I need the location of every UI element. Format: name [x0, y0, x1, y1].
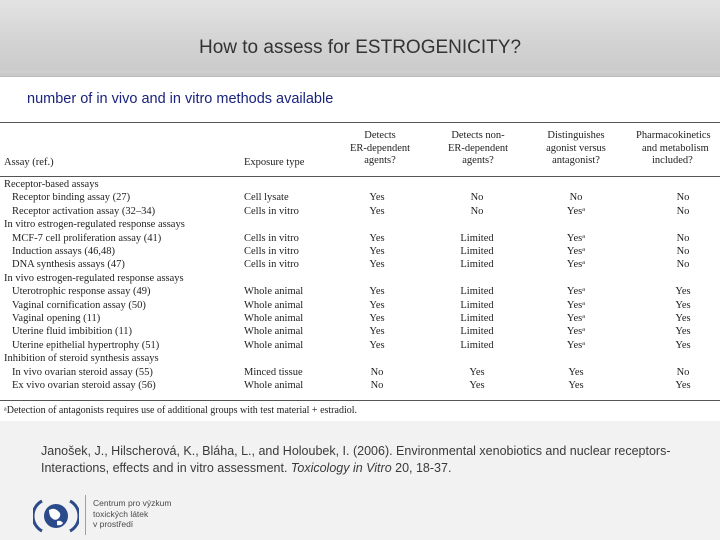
header-line: Detects non-: [451, 130, 505, 141]
logo-text: [93, 498, 171, 530]
cell-assay: Receptor activation assay (32–34): [12, 205, 156, 217]
header-line: Detects: [364, 130, 396, 141]
cell-pharmacokinetics: Yes: [675, 299, 691, 311]
cell-pharmacokinetics: Yes: [675, 380, 691, 391]
cell-detects-non-er: Limited: [460, 299, 494, 311]
cell-distinguishes: Yesᵃ: [566, 299, 586, 311]
cell-exposure: Whole animal: [244, 326, 304, 338]
cell-assay: Vaginal opening (11): [12, 313, 101, 324]
cell-assay: Ex vivo ovarian steroid assay (56): [12, 380, 156, 391]
cell-exposure: Cells in vitro: [244, 232, 299, 244]
cell-detects-er: Yes: [369, 326, 385, 338]
cell-exposure: Cells in vitro: [244, 246, 299, 257]
citation-journal: Toxicology in Vitro: [290, 461, 392, 475]
cell-pharmacokinetics: No: [676, 259, 690, 271]
cell-detects-non-er: Limited: [460, 326, 494, 338]
cell-assay: In vivo ovarian steroid assay (55): [12, 366, 153, 378]
cell-assay: DNA synthesis assays (47): [12, 259, 125, 271]
cell-pharmacokinetics: No: [676, 205, 690, 217]
cell-detects-non-er: Limited: [460, 259, 494, 271]
header-assay: Assay (ref.): [4, 157, 54, 168]
cell-distinguishes: Yes: [568, 380, 584, 391]
cell-pharmacokinetics: Yes: [675, 339, 691, 351]
cell-assay: Vaginal cornification assay (50): [12, 299, 146, 311]
header-line: Pharmacokinetics: [636, 130, 711, 141]
cell-detects-er: No: [370, 366, 384, 378]
cell-detects-non-er: No: [470, 205, 484, 217]
slide-subtitle: number of in vivo and in vitro methods available: [27, 91, 334, 107]
header-line: ER-dependent: [349, 142, 411, 154]
header-distinguishes: [526, 130, 626, 168]
cell-distinguishes: Yesᵃ: [566, 205, 586, 217]
cell-assay: Uterine epithelial hypertrophy (51): [12, 339, 160, 351]
logo-line: v prostředí: [93, 519, 134, 529]
cell-detects-non-er: Yes: [469, 380, 485, 391]
logo-line: Centrum pro výzkum: [93, 498, 172, 508]
citation-authors: Janošek, J., Hilscherová, K., Bláha, L., and Holoubek, I. (2006). Environmental xenobiotics and nuclear receptors-Interactions, effects and in vitro assessment.: [41, 444, 671, 475]
cell-exposure: Minced tissue: [244, 366, 303, 378]
header-pharmacokinetics: [636, 130, 720, 168]
header-line: ER-dependent: [447, 142, 509, 154]
cell-detects-er: Yes: [369, 232, 385, 244]
header-line: agents?: [364, 155, 396, 166]
cell-assay: MCF-7 cell proliferation assay (41): [12, 232, 162, 244]
cell-pharmacokinetics: Yes: [675, 326, 691, 338]
table-section-heading: Receptor-based assays: [4, 179, 99, 190]
table-section-heading: In vitro estrogen-regulated response assays: [4, 219, 185, 231]
title-rule: [0, 70, 720, 73]
table-header-rule: [0, 176, 720, 177]
header-line: included?: [652, 155, 693, 166]
table-top-rule: [0, 122, 720, 123]
cell-detects-er: Yes: [369, 205, 385, 217]
cell-pharmacokinetics: No: [676, 366, 690, 378]
title-bar: [0, 0, 720, 77]
cell-detects-er: Yes: [369, 299, 385, 311]
cell-detects-er: Yes: [369, 192, 385, 204]
header-line: antagonist?: [552, 155, 600, 166]
cell-distinguishes: Yesᵃ: [566, 259, 586, 271]
cell-assay: Uterine fluid imbibition (11): [12, 326, 133, 338]
header-line: agonist versus: [546, 142, 606, 154]
cell-assay: Uterotrophic response assay (49): [12, 286, 151, 298]
cell-pharmacokinetics: No: [676, 246, 690, 257]
table-section-heading: Inhibition of steroid synthesis assays: [4, 353, 159, 365]
cell-exposure: Whole animal: [244, 339, 304, 351]
citation-volume: 20, 18-37.: [391, 461, 452, 475]
cell-detects-non-er: No: [470, 192, 484, 204]
cell-assay: Induction assays (46,48): [12, 246, 115, 257]
cell-pharmacokinetics: Yes: [675, 313, 691, 324]
cell-detects-non-er: Limited: [460, 313, 494, 324]
cell-distinguishes: Yesᵃ: [566, 339, 586, 351]
header-line: and metabolism: [642, 142, 709, 154]
cell-distinguishes: No: [569, 192, 583, 204]
header-detects-er: [330, 130, 430, 168]
cell-detects-non-er: Yes: [469, 366, 485, 378]
cell-pharmacokinetics: No: [676, 232, 690, 244]
cell-detects-er: Yes: [369, 286, 385, 298]
cell-detects-er: Yes: [369, 259, 385, 271]
table-section-heading: In vivo estrogen-regulated response assays: [4, 272, 184, 284]
cell-pharmacokinetics: Yes: [675, 286, 691, 298]
header-line: agents?: [462, 155, 494, 166]
cell-assay: Receptor binding assay (27): [12, 192, 131, 204]
header-detects-non-er: [428, 130, 528, 168]
cell-exposure: Whole animal: [244, 299, 304, 311]
methods-table: [0, 121, 720, 419]
cell-distinguishes: Yesᵃ: [566, 326, 586, 338]
cell-detects-er: Yes: [369, 339, 385, 351]
cell-exposure: Cells in vitro: [244, 205, 299, 217]
cell-distinguishes: Yesᵃ: [566, 246, 586, 257]
table-footnote: ᵃDetection of antagonists requires use of additional groups with test material + estradiol.: [4, 405, 358, 416]
cell-distinguishes: Yes: [568, 366, 584, 378]
cell-exposure: Whole animal: [244, 313, 304, 324]
cell-distinguishes: Yesᵃ: [566, 232, 586, 244]
header-line: Distinguishes: [547, 130, 605, 141]
cell-pharmacokinetics: No: [676, 192, 690, 204]
globe-logo-icon: [33, 497, 79, 535]
logo-line: toxických látek: [93, 508, 149, 519]
cell-distinguishes: Yesᵃ: [566, 286, 586, 298]
cell-detects-non-er: Limited: [460, 246, 494, 257]
cell-detects-non-er: Limited: [460, 339, 494, 351]
cell-exposure: Cells in vitro: [244, 259, 299, 271]
slide-title: How to assess for ESTROGENICITY?: [198, 37, 522, 58]
table-bottom-rule: [0, 400, 720, 401]
cell-exposure: Whole animal: [244, 380, 304, 391]
cell-detects-er: Yes: [369, 246, 385, 257]
cell-detects-er: Yes: [369, 313, 385, 324]
cell-exposure: Cell lysate: [244, 192, 289, 204]
cell-distinguishes: Yesᵃ: [566, 313, 586, 324]
header-exposure: Exposure type: [244, 157, 305, 168]
cell-detects-er: No: [370, 380, 384, 391]
footer-panel: [0, 421, 720, 540]
cell-detects-non-er: Limited: [460, 286, 494, 298]
citation: [41, 443, 681, 477]
logo-divider: [85, 495, 86, 535]
cell-detects-non-er: Limited: [460, 232, 494, 244]
cell-exposure: Whole animal: [244, 286, 304, 298]
